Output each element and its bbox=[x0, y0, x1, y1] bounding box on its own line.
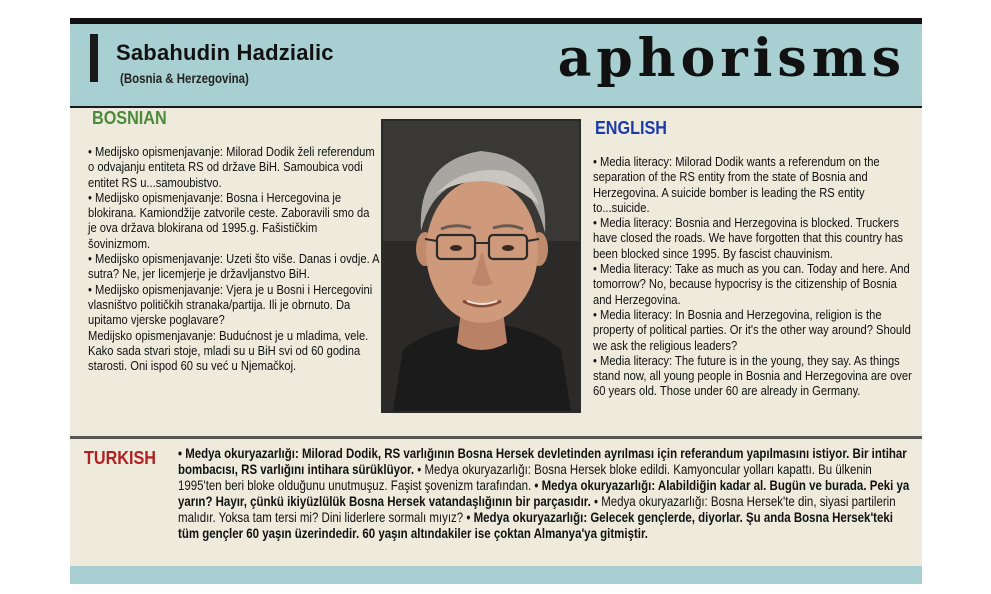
turkish-aphorism: • Medya okuryazarlığı: Milorad Dodik, RS varlığının Bosna Hersek devletinden ayrılması için referandum yapılmasını istiyor. Bir intihar bombacısı, RS varlığını intihara sürüklüyor. bbox=[178, 445, 907, 477]
author-country: (Bosnia & Herzegovina) bbox=[120, 70, 249, 86]
english-aphorism: • Media literacy: Bosnia and Herzegovina is blocked. Truckers have closed the roads. We have forgotten that this country has been blocked since 1995. By fascist chauvinism. bbox=[593, 215, 903, 261]
english-aphorism: • Media literacy: Take as much as you can. Today and here. And tomorrow? No, because hypocrisy is the citizenship of Bosnia and Herzegovina. bbox=[593, 261, 910, 307]
aphorisms-page bbox=[70, 18, 922, 584]
bosnian-aphorism: Medijsko opismenjavanje: Budućnost je u mladima, vele. Kako sada stvari stoje, mladi su u BiH svi od 60 godina starosti. Oni ispod 60 su već u Njemačkoj. bbox=[88, 327, 369, 374]
bosnian-aphorism: • Medijsko opismenjavanje: Vjera je u Bosni i Hercegovini vlasništvo političkih stranaka/partija. Ili je obrnuto. Da upitamo vjerske poglavare? bbox=[88, 281, 373, 328]
turkish-paragraph bbox=[178, 445, 916, 541]
english-aphorism: • Media literacy: The future is in the young, they say. As things stand now, all young people in Bosnia and Herzegovina are over 60 years old. Those under 60 are already in Germany. bbox=[593, 352, 912, 399]
bosnian-heading: BOSNIAN bbox=[92, 108, 167, 128]
bosnian-aphorism: • Medijsko opismenjavanje: Milorad Dodik želi referendum o odvajanju entiteta RS od države BiH. Samoubica vodi entitet RS u...samoubistvo. bbox=[88, 144, 375, 190]
turkish-heading: TURKISH bbox=[84, 448, 156, 468]
turkish-aphorism: • Medya okuryazarlığı: Gelecek gençlerde, diyorlar. Şu anda Bosna Hersek'teki tüm gençler 60 yaşın üzerindedir. 60 yaşın altındakiler ise çoktan Almanya'ya gitmiştir. bbox=[178, 509, 893, 541]
english-column bbox=[593, 154, 914, 399]
english-heading: ENGLISH bbox=[595, 118, 668, 138]
section-title: aphorisms bbox=[557, 28, 906, 89]
author-photo bbox=[381, 119, 581, 413]
author-name: Sabahudin Hadzialic bbox=[116, 40, 334, 65]
section-divider bbox=[70, 436, 922, 439]
header-rule bbox=[70, 106, 922, 108]
bosnian-column bbox=[88, 144, 380, 373]
bosnian-aphorism: • Medijsko opismenjavanje: Uzeti što više. Danas i ovdje. A sutra? Ne, jer licemjerje je državljanstvo BiH. bbox=[88, 251, 380, 282]
english-aphorism: • Media literacy: Milorad Dodik wants a referendum on the separation of the RS entity from the state of Bosnia and Herzegovina. A suicide bomber is leading the RS entity to...suicide. bbox=[593, 154, 880, 215]
turkish-aphorism: • Medya okuryazarlığı: Bosna Hersek bloke edildi. Kamyoncular yolları kapattı. Bu ülkenin 1995'ten beri bloke olduğunu unutmuşuz. Faşist şovenizm tarafından. bbox=[178, 461, 872, 493]
turkish-aphorism: • Medya okuryazarlığı: Bosna Hersek'te din, siyasi partilerin malıdır. Yoksa tam tersi mi? Dini liderlere sormalı mıyız? bbox=[178, 493, 896, 525]
footer-band bbox=[70, 566, 922, 584]
page-header bbox=[70, 24, 922, 106]
bosnian-aphorism: • Medijsko opismenjavanje: Bosna i Hercegovina je blokirana. Kamiondžije zatvorile ceste. Zaboravili smo da je ova država blokirana od 1995.g. Fašističkim šovinizmom. bbox=[88, 189, 370, 251]
turkish-aphorism: • Medya okuryazarlığı: Alabildiğin kadar al. Bugün ve burada. Peki ya yarın? Hayır, çünkü ikiyüzlülük Bosna Hersek vatandaşlığının bir parçasıdır. bbox=[178, 477, 910, 509]
header-accent-bar bbox=[90, 34, 98, 82]
english-aphorism: • Media literacy: In Bosnia and Herzegovina, religion is the property of political parties. Or it's the other way around? Should we ask the religious leaders? bbox=[593, 306, 911, 353]
